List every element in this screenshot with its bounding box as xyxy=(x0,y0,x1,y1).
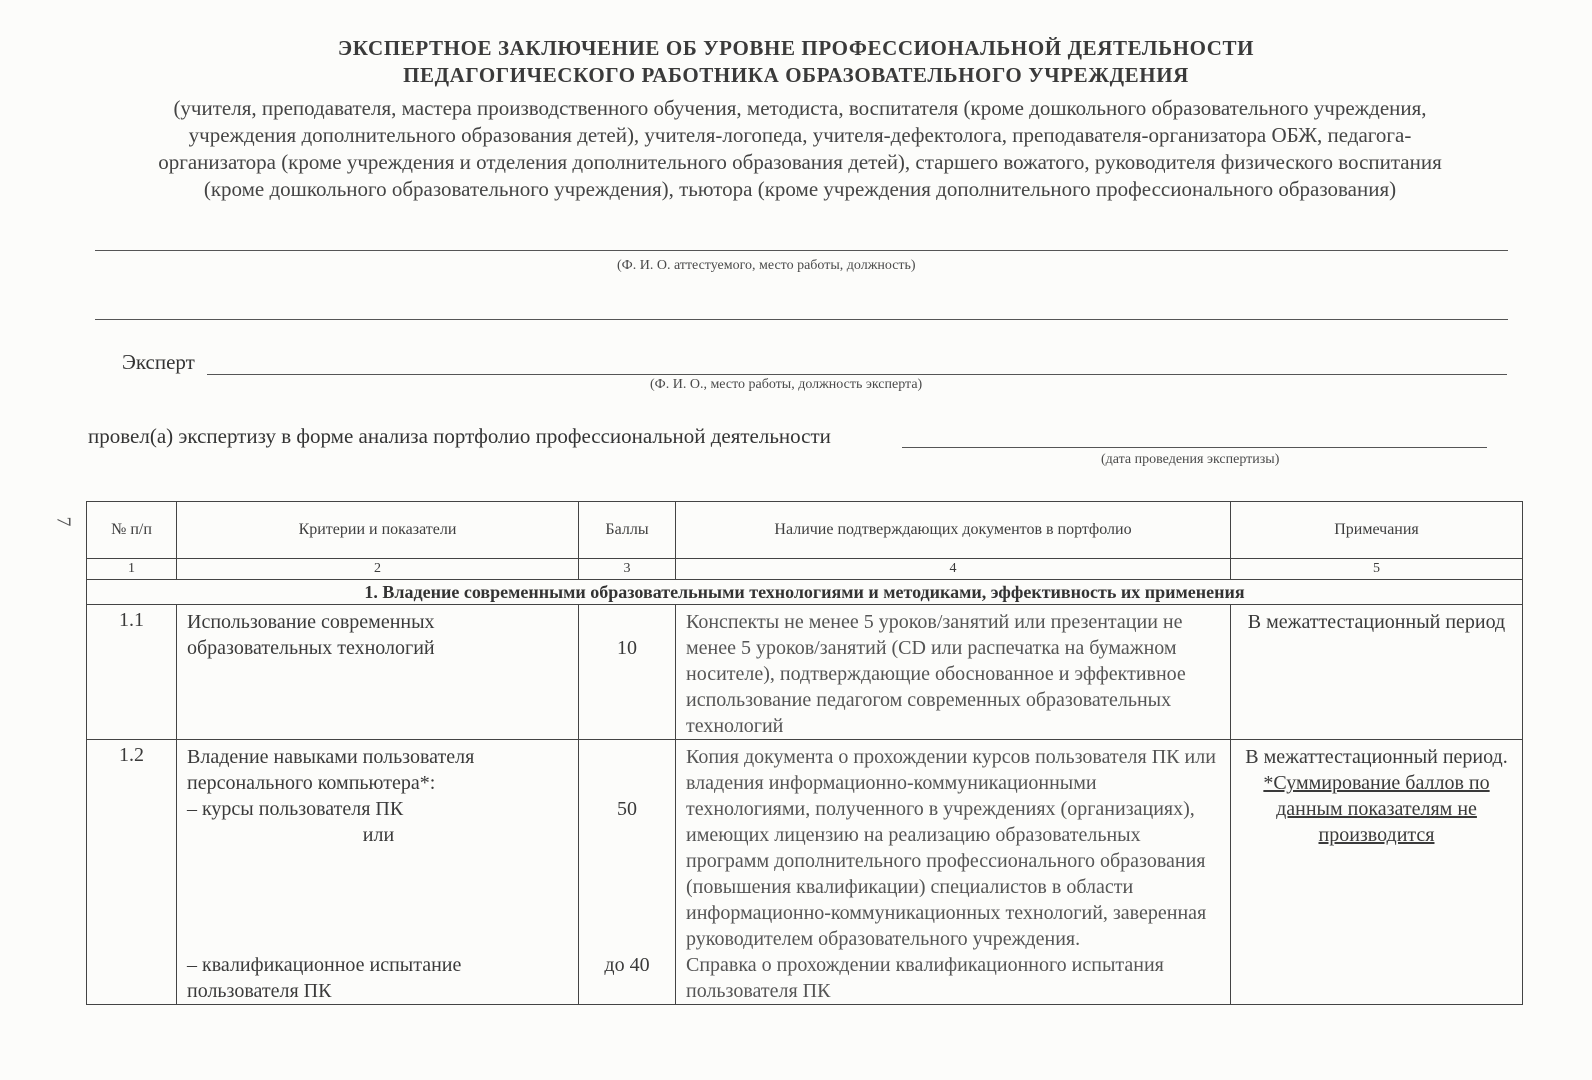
subtitle-line: учреждения дополнительного образования детей), учителя-логопеда, учителя-дефектолога, преподавателя-организатора ОБЖ, педагога- xyxy=(188,123,1412,147)
expert-label: Эксперт xyxy=(122,350,195,374)
row-documents: Конспекты не менее 5 уроков/занятий или презентации не менее 5 уроков/занятий (CD или распечатка на бумажном носителе), подтверждающие обоснованное и эффективное использование педагогом современных образовательных технологий xyxy=(676,605,1231,740)
table-header-row xyxy=(87,502,1523,559)
column-number: 4 xyxy=(676,559,1231,580)
column-number: 3 xyxy=(579,559,676,580)
note-summation: *Суммирование баллов по данным показателям не производится xyxy=(1263,772,1490,846)
subtitle-line: (учителя, преподавателя, мастера производственного обучения, методиста, воспитателя (кроме дошкольного образовательного учреждения, xyxy=(173,96,1427,120)
section-title: 1. Владение современными образовательными технологиями и методиками, эффективность их применения xyxy=(87,580,1523,605)
date-line[interactable] xyxy=(902,447,1487,448)
row-note: В межаттестационный период xyxy=(1231,605,1523,740)
column-number-row xyxy=(87,559,1523,580)
subtitle-line: (кроме дошкольного образовательного учреждения), тьютора (кроме учреждения дополнительного профессионального образования) xyxy=(203,177,1397,201)
row-note xyxy=(1231,740,1523,1005)
note-period: В межаттестационный период. xyxy=(1245,746,1508,768)
table-row xyxy=(87,605,1523,740)
attestee-caption: (Ф. И. О. аттестуемого, место работы, должность) xyxy=(617,258,916,273)
subtitle xyxy=(95,95,1505,203)
attestee-line-2[interactable] xyxy=(95,319,1508,320)
column-number: 1 xyxy=(87,559,177,580)
subtitle-line: организатора (кроме учреждения и отделения дополнительного образования детей), старшего вожатого, руководителя физического воспитания xyxy=(158,150,1442,174)
row-documents xyxy=(676,740,1231,1005)
document-title-line-1: ЭКСПЕРТНОЕ ЗАКЛЮЧЕНИЕ ОБ УРОВНЕ ПРОФЕССИОНАЛЬНОЙ ДЕЯТЕЛЬНОСТИ xyxy=(337,36,1255,60)
expert-line[interactable] xyxy=(207,374,1507,375)
row-criteria: Использование современных образовательных технологий xyxy=(177,605,579,740)
criteria-option-a: – курсы пользователя ПК xyxy=(187,798,404,820)
criteria-table xyxy=(86,501,1523,1005)
row-points xyxy=(579,740,676,1005)
table-row xyxy=(87,740,1523,1005)
row-points: 10 xyxy=(579,605,676,740)
header-num: № п/п xyxy=(87,502,177,559)
criteria-or: или xyxy=(362,824,395,846)
points-option-b: до 40 xyxy=(604,954,650,976)
date-caption: (дата проведения экспертизы) xyxy=(1101,452,1280,467)
section-row xyxy=(87,580,1523,605)
points-option-a: 50 xyxy=(617,798,637,820)
documents-option-b: Справка о прохождении квалификационного испытания пользователя ПК xyxy=(686,954,1164,1002)
header-criteria: Критерии и показатели xyxy=(177,502,579,559)
row-number: 1.1 xyxy=(87,605,177,740)
header-documents: Наличие подтверждающих документов в портфолио xyxy=(676,502,1231,559)
attestee-line-1[interactable] xyxy=(95,250,1508,251)
header-points: Баллы xyxy=(579,502,676,559)
row-criteria xyxy=(177,740,579,1005)
header-notes: Примечания xyxy=(1231,502,1523,559)
documents-option-a: Копия документа о прохождении курсов пользователя ПК или владения информационно-коммуникационными технологиями, полученного в учреждениях (организациях), имеющих лицензию на реализацию образовательных программ дополнительного профессионального образования (повышения квалификации) специалистов в области информационно-коммуникационных технологий, заверенная руководителем образовательного учреждения. xyxy=(686,746,1216,950)
criteria-option-b: – квалификационное испытание пользователя ПК xyxy=(187,954,462,1002)
document-title-line-2: ПЕДАГОГИЧЕСКОГО РАБОТНИКА ОБРАЗОВАТЕЛЬНОГО УЧРЕЖДЕНИЯ xyxy=(403,63,1189,87)
expert-caption: (Ф. И. О., место работы, должность эксперта) xyxy=(650,377,923,392)
column-number: 5 xyxy=(1231,559,1523,580)
page-number: 7 xyxy=(52,516,75,527)
conducted-label: провел(а) экспертизу в форме анализа портфолио профессиональной деятельности xyxy=(88,424,831,448)
row-number: 1.2 xyxy=(87,740,177,1005)
criteria-intro: Владение навыками пользователя персонального компьютера*: xyxy=(187,746,475,794)
column-number: 2 xyxy=(177,559,579,580)
